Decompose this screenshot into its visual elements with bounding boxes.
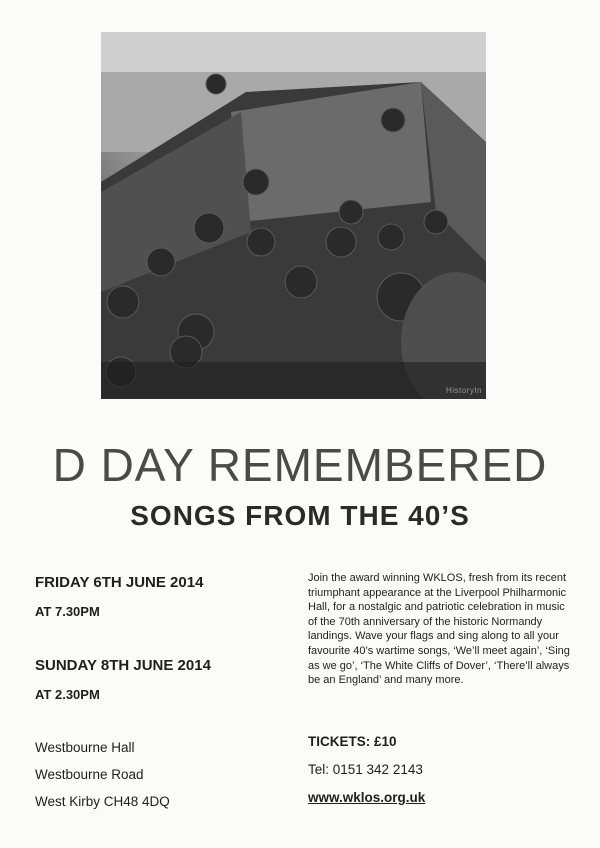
photo-illustration	[101, 32, 486, 399]
event-date-2: SUNDAY 8TH JUNE 2014	[35, 657, 211, 674]
tickets-price: TICKETS: £10	[308, 734, 397, 749]
venue-line-3: West Kirby CH48 4DQ	[35, 794, 170, 809]
photo-watermark: HistoryIn	[445, 386, 482, 395]
event-time-1: AT 7.30PM	[35, 604, 100, 619]
page-title: D DAY REMEMBERED	[52, 439, 548, 491]
venue-line-1: Westbourne Hall	[35, 740, 135, 755]
venue-line-2: Westbourne Road	[35, 767, 144, 782]
page-subtitle: SONGS FROM THE 40’S	[130, 500, 470, 531]
telephone: Tel: 0151 342 2143	[308, 762, 423, 777]
event-date-1: FRIDAY 6TH JUNE 2014	[35, 574, 204, 591]
event-description: Join the award winning WKLOS, fresh from its recent triumphant appearance at the Liverpool Philharmonic Hall, for a nostalgic and patriotic celebration in music of the 70th anniversary of the historic Normandy landings. Wave your flags and sing along to all your favourite 40’s wartime songs, ‘We’ll meet again’, ‘Sing as we go’, ‘The White Cliffs of Dover’, ‘There’ll always be an England’ and many more.	[308, 572, 570, 687]
website-link[interactable]: www.wklos.org.uk	[308, 790, 426, 805]
wwii-landing-craft-photo	[101, 32, 486, 399]
event-time-2: AT 2.30PM	[35, 687, 100, 702]
